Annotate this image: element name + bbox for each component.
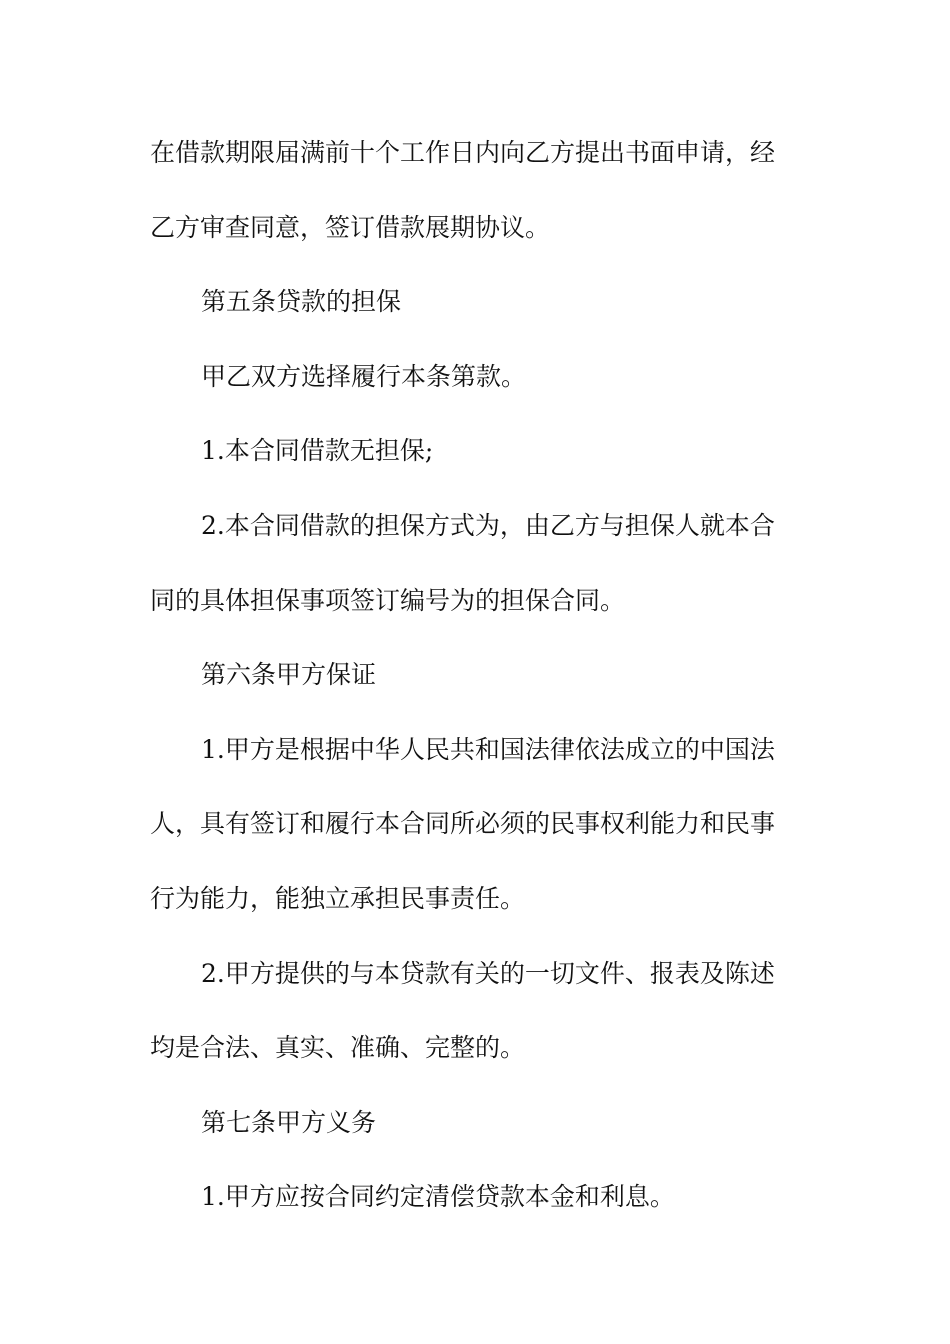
section-heading: 第六条甲方保证 xyxy=(201,660,377,689)
section-heading: 第七条甲方义务 xyxy=(201,1108,377,1137)
text-line: 在借款期限届满前十个工作日内向乙方提出书面申请，经 xyxy=(150,138,776,167)
section-heading: 第五条贷款的担保 xyxy=(201,287,402,316)
text-line: 行为能力，能独立承担民事责任。 xyxy=(150,884,526,913)
list-item: 1.甲方是根据中华人民共和国法律依法成立的中国法 xyxy=(201,735,775,764)
text-line: 乙方审查同意，签订借款展期协议。 xyxy=(150,213,551,242)
list-item: 2.本合同借款的担保方式为，由乙方与担保人就本合 xyxy=(201,511,775,540)
list-item: 1.甲方应按合同约定清偿贷款本金和利息。 xyxy=(201,1182,675,1211)
text-line: 人，具有签订和履行本合同所必须的民事权利能力和民事 xyxy=(150,809,776,838)
text-line: 同的具体担保事项签订编号为的担保合同。 xyxy=(150,586,626,615)
list-item: 2.甲方提供的与本贷款有关的一切文件、报表及陈述 xyxy=(201,959,775,988)
text-line: 均是合法、真实、准确、完整的。 xyxy=(150,1033,526,1062)
list-item: 1.本合同借款无担保; xyxy=(201,436,434,465)
text-line: 甲乙双方选择履行本条第款。 xyxy=(201,362,527,391)
